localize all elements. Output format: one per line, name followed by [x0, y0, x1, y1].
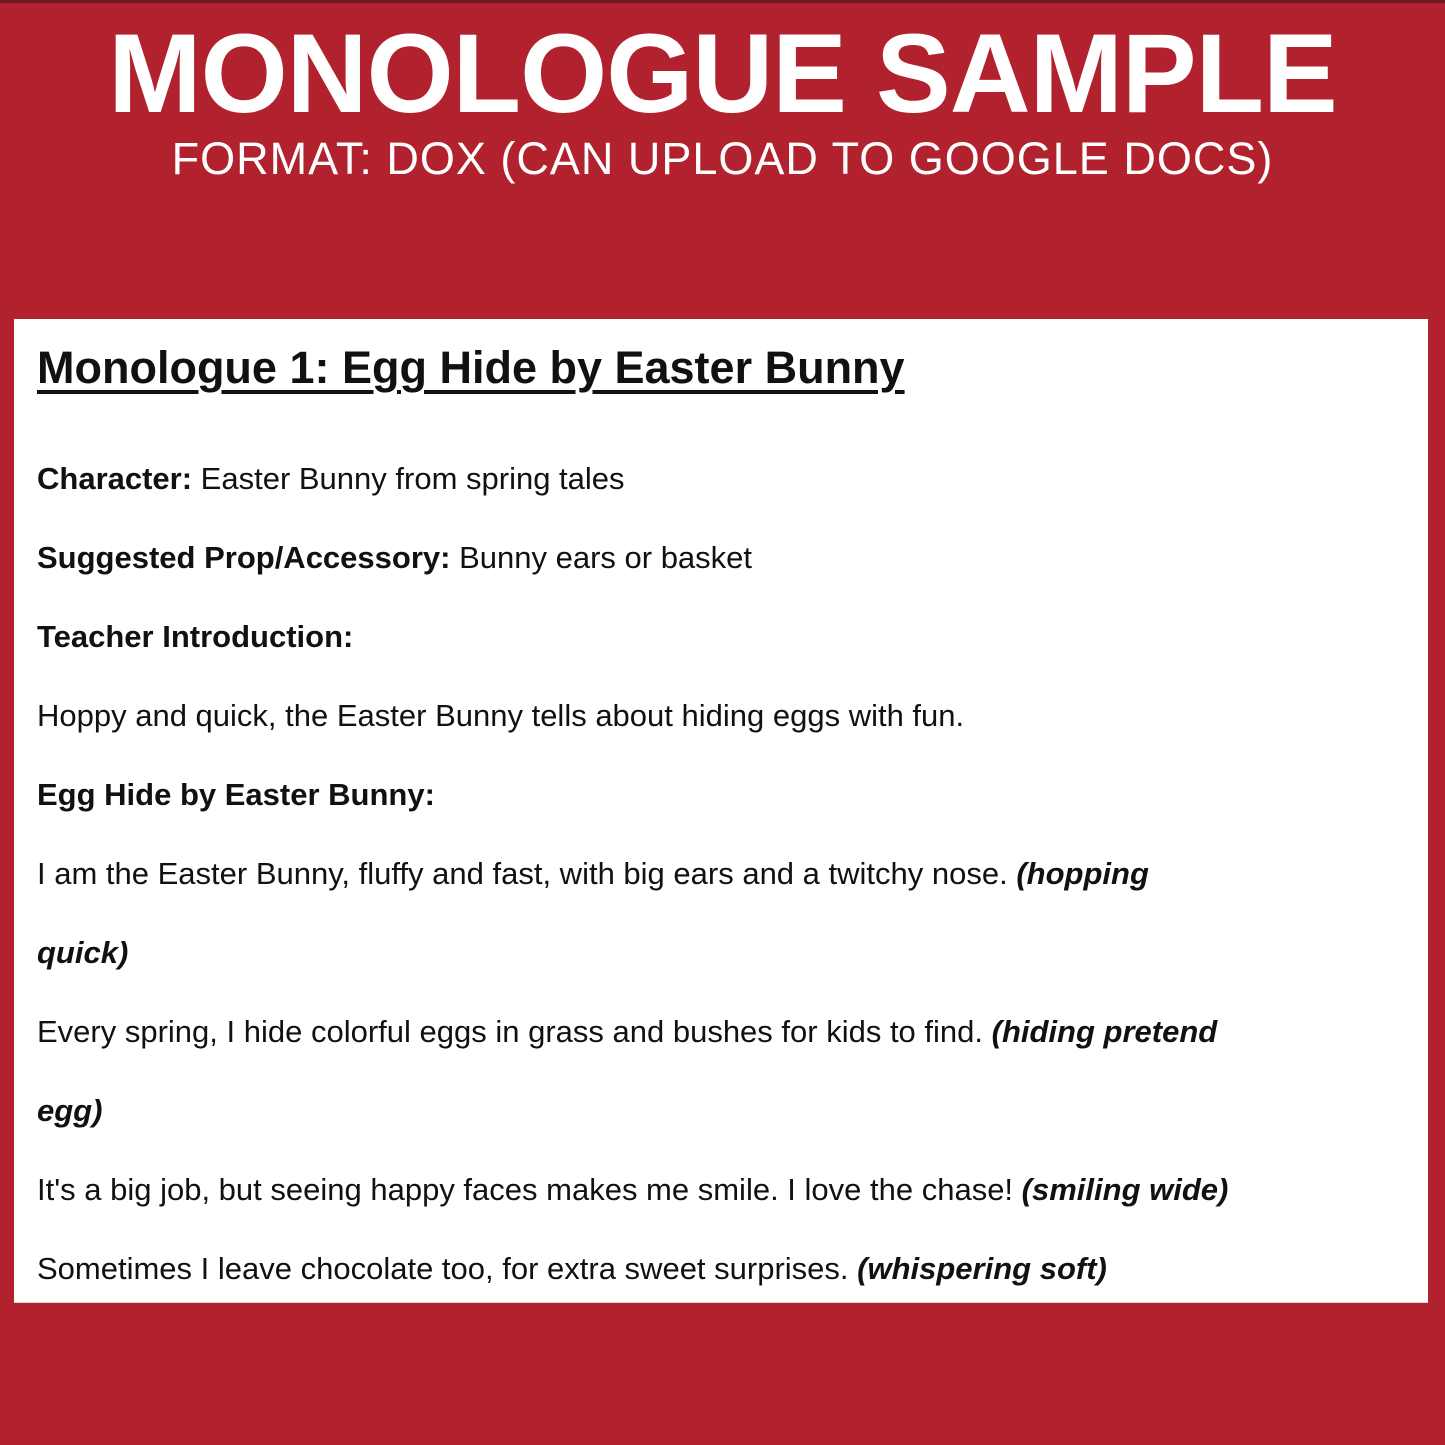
text-segment: Every spring, I hide colorful eggs in grass and bushes for kids to find. [37, 1014, 992, 1049]
doc-line-monologue-1-wrap [37, 913, 1408, 992]
doc-line-character [37, 439, 1408, 518]
stage-direction: quick) [37, 935, 129, 970]
doc-line-monologue-title [37, 755, 1408, 834]
stage-direction: (hiding pretend [991, 1014, 1218, 1049]
top-edge-line [0, 0, 1445, 3]
text-segment: It's a big job, but seeing happy faces makes me smile. I love the chase! [37, 1172, 1022, 1207]
doc-line-prop [37, 518, 1408, 597]
text-segment: Sometimes I leave chocolate too, for extra sweet surprises. [37, 1251, 858, 1286]
field-value: Easter Bunny from spring tales [192, 461, 625, 496]
document-page [14, 319, 1428, 1303]
doc-line-monologue-3 [37, 1150, 1408, 1229]
doc-line-teacher-intro-label [37, 597, 1408, 676]
text-segment: I am the Easter Bunny, fluffy and fast, with big ears and a twitchy nose. [37, 856, 1017, 891]
field-label: Character: [37, 461, 193, 496]
section-label: Egg Hide by Easter Bunny: [37, 777, 435, 812]
doc-line-monologue-2 [37, 992, 1408, 1071]
doc-line-teacher-intro-text [37, 676, 1408, 755]
doc-line-monologue-2-wrap [37, 1071, 1408, 1150]
banner-subtitle: FORMAT: DOX (CAN UPLOAD TO GOOGLE DOCS) [171, 133, 1274, 184]
doc-line-monologue-4 [37, 1229, 1408, 1303]
field-label: Suggested Prop/Accessory: [37, 540, 451, 575]
stage-direction: (whispering soft) [857, 1251, 1107, 1286]
document-heading: Monologue 1: Egg Hide by Easter Bunny [37, 342, 905, 393]
section-label: Teacher Introduction: [37, 619, 354, 654]
banner-title: MONOLOGUE SAMPLE [108, 11, 1337, 136]
document-body [37, 439, 1408, 1303]
field-value: Bunny ears or basket [450, 540, 753, 575]
stage-direction: (hopping [1016, 856, 1149, 891]
doc-line-monologue-1 [37, 834, 1408, 913]
stage-direction: egg) [37, 1093, 103, 1128]
text-segment: Hoppy and quick, the Easter Bunny tells about hiding eggs with fun. [37, 698, 965, 733]
stage-direction: (smiling wide) [1021, 1172, 1229, 1207]
